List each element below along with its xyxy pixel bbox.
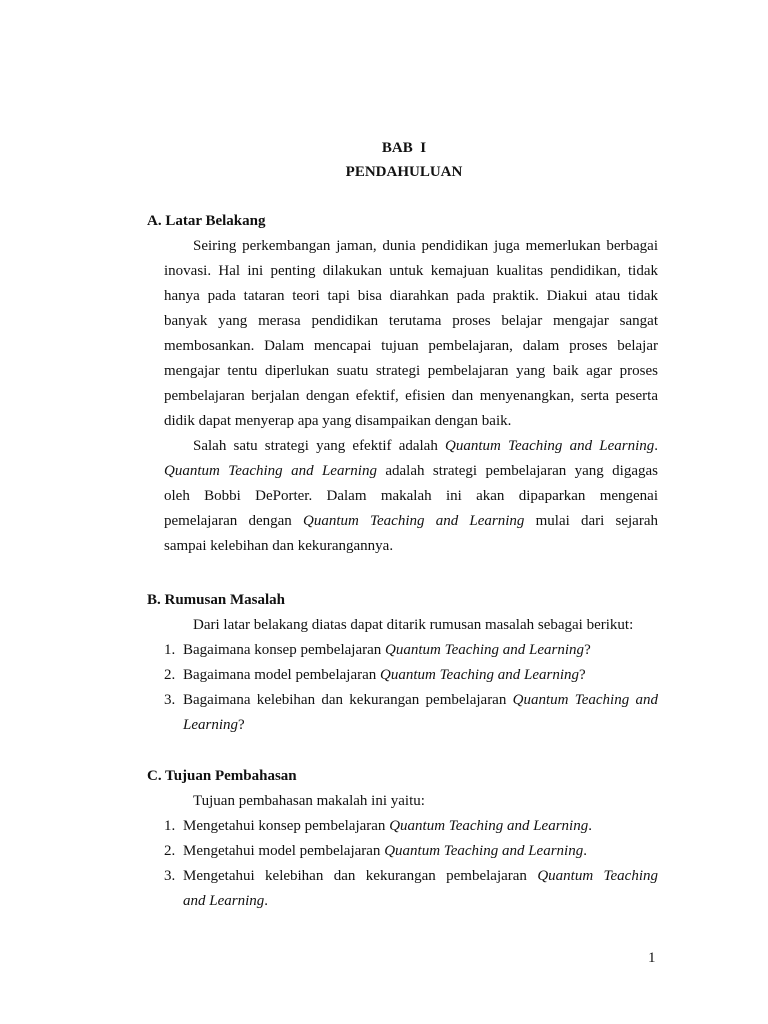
text-run: Bagaimana kelebihan dan kekurangan pembelajaran: [183, 692, 513, 708]
paragraph-line: [164, 509, 658, 534]
paragraph-line: [164, 309, 658, 334]
paragraph-line: [164, 284, 658, 309]
paragraph-line: [164, 234, 658, 259]
text-run: Mengetahui konsep pembelajaran: [183, 818, 390, 834]
section-latar-belakang: [147, 209, 658, 559]
chapter-number: BAB I: [381, 140, 427, 156]
paragraph-line: [164, 384, 658, 409]
text-run: didik dapat menyerap apa yang disampaikan dengan baik.: [164, 413, 512, 429]
list-number: 3.: [164, 692, 176, 708]
text-run: Mengetahui kelebihan dan kekurangan pembelajaran: [183, 868, 538, 884]
text-run: .: [588, 818, 592, 834]
list-item-line: [164, 663, 658, 688]
list-number: 3.: [164, 868, 176, 884]
list-number: 2.: [164, 843, 176, 859]
text-run: adalah strategi pembelajaran yang digagas: [376, 463, 658, 479]
chapter-title: [0, 136, 768, 184]
paragraph-line: [164, 534, 658, 559]
text-run: pembelajaran berjalan dengan efektif, efisien dan menyenangkan, serta peserta: [164, 388, 658, 404]
text-run: .: [264, 893, 269, 909]
italic-term: Quantum Teaching and: [512, 692, 658, 708]
section-heading: B. Rumusan Masalah: [147, 592, 285, 608]
text-run: membosankan. Dalam mencapai tujuan pembelajaran, dalam proses belajar: [164, 338, 658, 354]
text-run: Bagaimana konsep pembelajaran: [183, 642, 386, 658]
italic-term: Quantum Teaching and Learning: [303, 513, 525, 529]
list-item-line: [164, 688, 658, 713]
text-run: sampai kelebihan dan kekurangannya.: [164, 538, 394, 554]
section-heading: C. Tujuan Pembahasan: [147, 768, 297, 784]
text-run: Mengetahui model pembelajaran: [183, 843, 385, 859]
list-number: 2.: [164, 667, 176, 683]
text-run: mulai dari sejarah: [524, 513, 658, 529]
list-item-line: [164, 814, 658, 839]
italic-term: Quantum Teaching and Learning: [385, 642, 585, 658]
text-run: .: [583, 843, 587, 859]
italic-term: and Learning: [183, 893, 265, 909]
list-item-line: [164, 864, 658, 889]
italic-term: Quantum Teaching and Learning: [380, 667, 580, 683]
paragraph-line: [164, 459, 658, 484]
list-item-line: [164, 713, 658, 738]
text-run: inovasi. Hal ini penting dilakukan untuk kemajuan kualitas pendidikan, tidak: [164, 263, 658, 279]
text-run: pemelajaran dengan: [164, 513, 304, 529]
text-run: Seiring perkembangan jaman, dunia pendidikan juga memerlukan berbagai: [193, 238, 658, 254]
italic-term: Quantum Teaching and Learning: [445, 438, 655, 454]
list-item-line: [164, 889, 658, 914]
section-tujuan-pembahasan: [147, 764, 658, 914]
paragraph-line: [164, 789, 658, 814]
list-item-line: [164, 638, 658, 663]
paragraph-line: [164, 484, 658, 509]
text-run: hanya pada tataran teori tapi bisa diarahkan pada praktik. Diakui atau tidak: [164, 288, 658, 304]
text-run: mengajar tentu diperlukan suatu strategi pembelajaran yang baik agar proses: [164, 363, 658, 379]
paragraph-line: [164, 434, 658, 459]
italic-term: Quantum Teaching and Learning: [384, 843, 584, 859]
text-run: ?: [579, 667, 586, 683]
paragraph-line: [164, 259, 658, 284]
text-run: Dari latar belakang diatas dapat ditarik rumusan masalah sebagai berikut:: [193, 617, 634, 633]
list-item-line: [164, 839, 658, 864]
text-run: Tujuan pembahasan makalah ini yaitu:: [193, 793, 425, 809]
text-run: .: [654, 438, 658, 454]
section-heading: A. Latar Belakang: [147, 213, 266, 229]
italic-term: Learning: [183, 717, 239, 733]
paragraph-line: [164, 359, 658, 384]
italic-term: Quantum Teaching: [537, 868, 658, 884]
paragraph-line: [164, 409, 658, 434]
page-number: 1: [648, 950, 656, 966]
text-run: ?: [584, 642, 591, 658]
text-run: ?: [238, 717, 245, 733]
paragraph-line: [164, 334, 658, 359]
italic-term: Quantum Teaching and Learning: [389, 818, 589, 834]
paragraph-line: [164, 613, 658, 638]
text-run: banyak yang merasa pendidikan terutama proses belajar mengajar sangat: [164, 313, 658, 329]
text-run: Bagaimana model pembelajaran: [183, 667, 380, 683]
italic-term: Quantum Teaching and Learning: [164, 463, 377, 479]
text-run: Salah satu strategi yang efektif adalah: [193, 438, 445, 454]
section-rumusan-masalah: [147, 588, 658, 738]
list-number: 1.: [164, 818, 176, 834]
chapter-name: PENDAHULUAN: [345, 164, 463, 180]
list-number: 1.: [164, 642, 176, 658]
text-run: oleh Bobbi DePorter. Dalam makalah ini akan dipaparkan mengenai: [164, 488, 658, 504]
